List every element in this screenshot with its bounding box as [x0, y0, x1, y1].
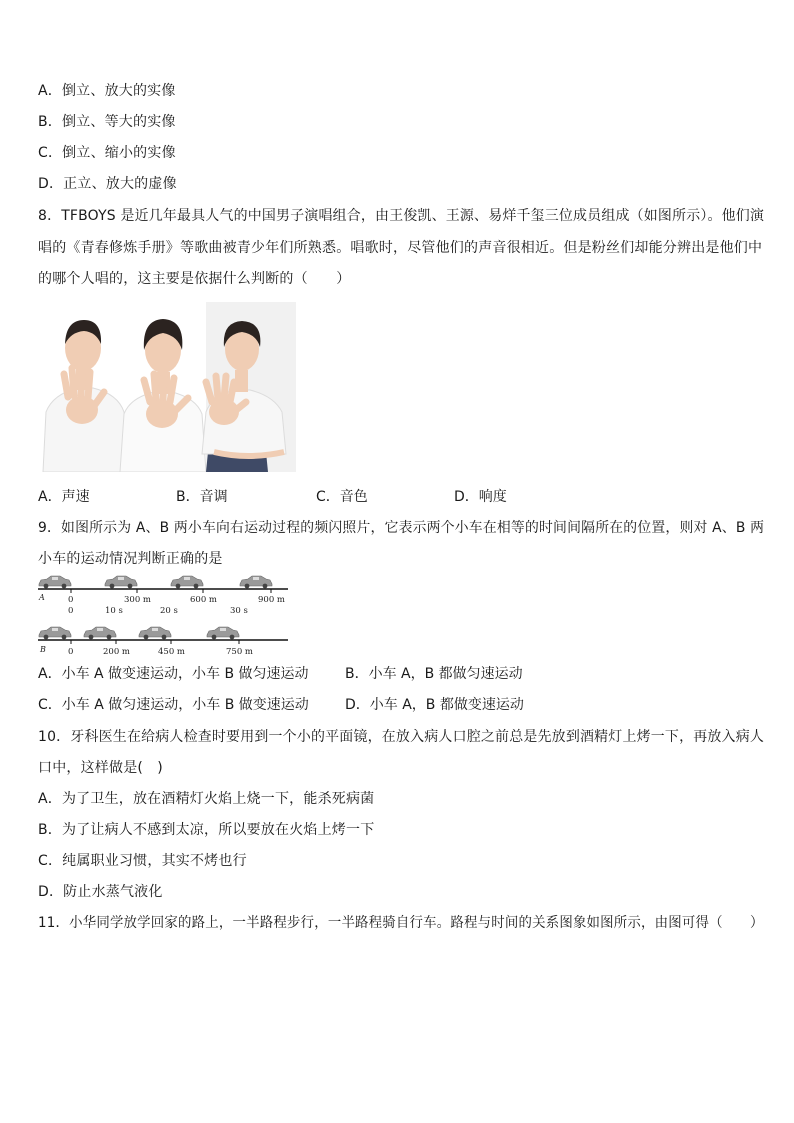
car-b-1 — [84, 627, 116, 639]
dist-b-0: 0 — [68, 647, 74, 657]
q8-option-a: A．声速 — [38, 489, 90, 505]
dist-a-1: 300 m — [124, 595, 151, 605]
car-a-1 — [105, 576, 137, 588]
dist-a-0: 0 — [68, 595, 74, 605]
q7-option-a: A．倒立、放大的实像 — [38, 83, 176, 99]
q8-option-b: B．音调 — [176, 489, 228, 505]
car-b-2 — [139, 627, 171, 639]
strobe-photo-figure — [36, 572, 294, 662]
label-b: B — [40, 645, 46, 654]
car-a-3 — [240, 576, 272, 588]
time-2: 20 s — [160, 606, 178, 616]
dist-b-3: 750 m — [226, 647, 253, 657]
car-b-0 — [39, 627, 71, 639]
q10-option-a: A．为了卫生，放在酒精灯火焰上烧一下，能杀死病菌 — [38, 791, 375, 807]
q8-stem-line-3: 的哪个人唱的，这主要是依据什么判断的（ ） — [38, 271, 351, 287]
q10-option-d: D．防止水蒸气液化 — [38, 884, 163, 900]
q8-stem-line-2: 唱的《青春修炼手册》等歌曲被青少年们所熟悉。唱歌时，尽管他们的声音很相近。但是粉丝们却能分辨出是他们中 — [38, 240, 763, 256]
q7-option-b: B．倒立、等大的实像 — [38, 114, 176, 130]
q10-stem-line-1: 10．牙科医生在给病人检查时要用到一个小的平面镜，在放入病人口腔之前总是先放到酒精灯上烤一下，再放入病人 — [38, 729, 765, 745]
q9-stem-line-1: 9．如图所示为 A、B 两小车向右运动过程的频闪照片，它表示两个小车在相等的时间间隔所在的位置，则对 A、B 两 — [38, 520, 765, 536]
time-0: 0 — [68, 606, 74, 616]
q11-stem-line-1: 11．小华同学放学回家的路上，一半路程步行，一半路程骑自行车。路程与时间的关系图象如图所示，由图可得（ ） — [38, 915, 764, 931]
q8-option-d: D．响度 — [454, 489, 507, 505]
q8-option-c: C．音色 — [316, 489, 368, 505]
q7-option-c: C．倒立、缩小的实像 — [38, 145, 176, 161]
dist-b-1: 200 m — [103, 647, 130, 657]
dist-a-3: 900 m — [258, 595, 285, 605]
q10-option-b: B．为了让病人不感到太凉，所以要放在火焰上烤一下 — [38, 822, 375, 838]
car-a-2 — [171, 576, 203, 588]
q9-stem-line-2: 小车的运动情况判断正确的是 — [38, 551, 223, 567]
q9-option-c: C．小车 A 做匀速运动，小车 B 做变速运动 — [38, 697, 309, 713]
label-a: A — [39, 593, 45, 602]
dist-a-2: 600 m — [190, 595, 217, 605]
q9-option-b: B．小车 A，B 都做匀速运动 — [345, 666, 523, 682]
q9-option-d: D．小车 A，B 都做变速运动 — [345, 697, 524, 713]
car-a-0 — [39, 576, 71, 588]
car-b-3 — [207, 627, 239, 639]
time-3: 30 s — [230, 606, 248, 616]
q10-stem-line-2: 口中，这样做是( ) — [38, 760, 163, 776]
q10-option-c: C．纯属职业习惯，其实不烤也行 — [38, 853, 247, 869]
dist-b-2: 450 m — [158, 647, 185, 657]
group-photo — [38, 302, 296, 472]
q9-option-a: A．小车 A 做变速运动，小车 B 做匀速运动 — [38, 666, 309, 682]
time-1: 10 s — [105, 606, 123, 616]
q8-stem-line-1: 8．TFBOYS 是近几年最具人气的中国男子演唱组合，由王俊凯、王源、易烊千玺三位成员组成（如图所示）。他们演 — [38, 208, 765, 224]
q7-option-d: D．正立、放大的虚像 — [38, 176, 177, 192]
